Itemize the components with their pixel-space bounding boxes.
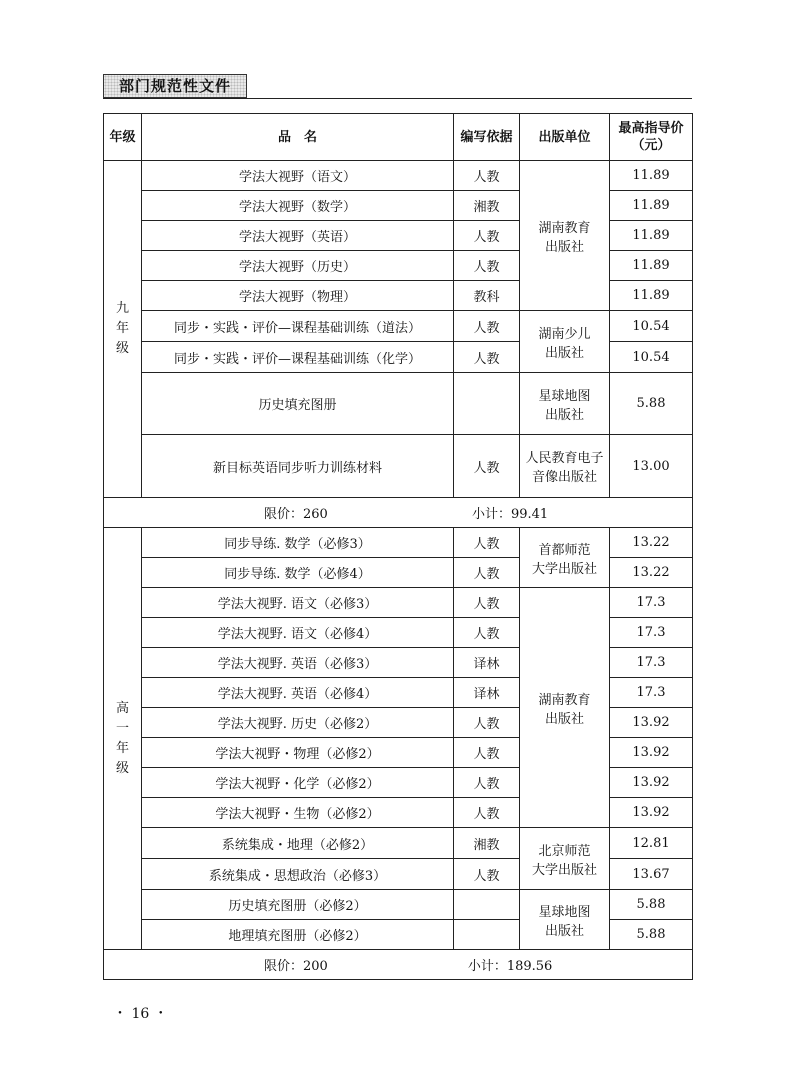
item-basis: 人教 [454, 161, 520, 191]
item-price: 11.89 [610, 191, 693, 221]
item-price: 10.54 [610, 311, 693, 342]
item-basis: 人教 [454, 859, 520, 890]
item-name: 同步・实践・评价—课程基础训练（化学） [142, 342, 454, 373]
table-row [104, 435, 693, 498]
item-price: 11.89 [610, 251, 693, 281]
item-basis: 湘教 [454, 828, 520, 859]
item-basis: 人教 [454, 798, 520, 828]
item-basis: 人教 [454, 528, 520, 558]
item-basis: 人教 [454, 558, 520, 588]
item-name: 学法大视野. 英语（必修4） [142, 678, 454, 708]
item-name: 历史填充图册（必修2） [142, 890, 454, 920]
header-rule [103, 98, 692, 99]
item-price: 13.22 [610, 528, 693, 558]
publisher-cell: 人民教育电子 音像出版社 [520, 435, 610, 498]
item-basis: 人教 [454, 435, 520, 498]
item-price: 13.92 [610, 738, 693, 768]
item-name: 同步・实践・评价—课程基础训练（道法） [142, 311, 454, 342]
item-price: 10.54 [610, 342, 693, 373]
item-basis: 湘教 [454, 191, 520, 221]
col-header-basis: 编写依据 [454, 114, 520, 161]
item-basis: 人教 [454, 708, 520, 738]
item-name: 系统集成・地理（必修2） [142, 828, 454, 859]
summary-row [104, 498, 693, 528]
textbook-price-table [103, 113, 693, 980]
item-name: 学法大视野・物理（必修2） [142, 738, 454, 768]
item-price: 5.88 [610, 373, 693, 435]
item-basis: 人教 [454, 221, 520, 251]
publisher-cell: 湖南教育 出版社 [520, 161, 610, 311]
item-price: 12.81 [610, 828, 693, 859]
table-header-row [104, 114, 693, 161]
item-basis: 人教 [454, 342, 520, 373]
item-name: 学法大视野（英语） [142, 221, 454, 251]
table-row [104, 373, 693, 435]
summary-total: 小计：189.56 [467, 959, 553, 974]
item-price: 17.3 [610, 648, 693, 678]
table-row [104, 890, 693, 920]
item-price: 13.00 [610, 435, 693, 498]
item-name: 系统集成・思想政治（必修3） [142, 859, 454, 890]
item-price: 11.89 [610, 281, 693, 311]
table-row [104, 161, 693, 191]
summary-cell [104, 498, 693, 528]
item-name: 学法大视野. 历史（必修2） [142, 708, 454, 738]
section-header-label: 部门规范性文件 [103, 74, 247, 98]
col-header-grade: 年级 [104, 114, 142, 161]
item-price: 13.22 [610, 558, 693, 588]
item-basis: 人教 [454, 588, 520, 618]
item-name: 地理填充图册（必修2） [142, 920, 454, 950]
grade-cell: 九 年 级 [104, 161, 142, 498]
grade-cell: 高 一 年 级 [104, 528, 142, 950]
item-price: 13.92 [610, 768, 693, 798]
item-basis: 教科 [454, 281, 520, 311]
summary-limit: 限价：260 [264, 507, 328, 522]
item-basis: 人教 [454, 251, 520, 281]
table-row [104, 588, 693, 618]
summary-row [104, 950, 693, 980]
col-header-name: 品 名 [142, 114, 454, 161]
item-name: 学法大视野・生物（必修2） [142, 798, 454, 828]
publisher-cell: 首都师范 大学出版社 [520, 528, 610, 588]
item-basis [454, 920, 520, 950]
item-basis: 人教 [454, 618, 520, 648]
col-header-price: 最高指导价 （元） [610, 114, 693, 161]
publisher-cell: 星球地图 出版社 [520, 373, 610, 435]
item-basis: 译林 [454, 678, 520, 708]
item-name: 学法大视野. 英语（必修3） [142, 648, 454, 678]
item-price: 17.3 [610, 678, 693, 708]
summary-cell [104, 950, 693, 980]
item-basis: 人教 [454, 311, 520, 342]
item-price: 5.88 [610, 890, 693, 920]
item-name: 学法大视野（数学） [142, 191, 454, 221]
item-name: 学法大视野（历史） [142, 251, 454, 281]
item-basis: 人教 [454, 738, 520, 768]
table-row [104, 528, 693, 558]
item-price: 5.88 [610, 920, 693, 950]
item-name: 历史填充图册 [142, 373, 454, 435]
item-price: 13.67 [610, 859, 693, 890]
item-name: 同步导练. 数学（必修4） [142, 558, 454, 588]
item-name: 新目标英语同步听力训练材料 [142, 435, 454, 498]
table-row [104, 311, 693, 342]
page-number: ・ 16 ・ [113, 1006, 168, 1022]
table-row [104, 828, 693, 859]
summary-limit: 限价：200 [264, 959, 328, 974]
item-basis [454, 373, 520, 435]
publisher-cell: 北京师范 大学出版社 [520, 828, 610, 890]
item-name: 学法大视野（语文） [142, 161, 454, 191]
item-name: 同步导练. 数学（必修3） [142, 528, 454, 558]
item-basis: 人教 [454, 768, 520, 798]
item-name: 学法大视野（物理） [142, 281, 454, 311]
item-name: 学法大视野. 语文（必修4） [142, 618, 454, 648]
item-name: 学法大视野・化学（必修2） [142, 768, 454, 798]
item-basis [454, 890, 520, 920]
publisher-cell: 星球地图 出版社 [520, 890, 610, 950]
item-name: 学法大视野. 语文（必修3） [142, 588, 454, 618]
item-price: 13.92 [610, 798, 693, 828]
publisher-cell: 湖南少儿 出版社 [520, 311, 610, 373]
publisher-cell: 湖南教育 出版社 [520, 588, 610, 828]
summary-total: 小计：99.41 [471, 507, 549, 522]
item-basis: 译林 [454, 648, 520, 678]
item-price: 17.3 [610, 588, 693, 618]
item-price: 11.89 [610, 161, 693, 191]
item-price: 13.92 [610, 708, 693, 738]
col-header-publisher: 出版单位 [520, 114, 610, 161]
item-price: 11.89 [610, 221, 693, 251]
item-price: 17.3 [610, 618, 693, 648]
